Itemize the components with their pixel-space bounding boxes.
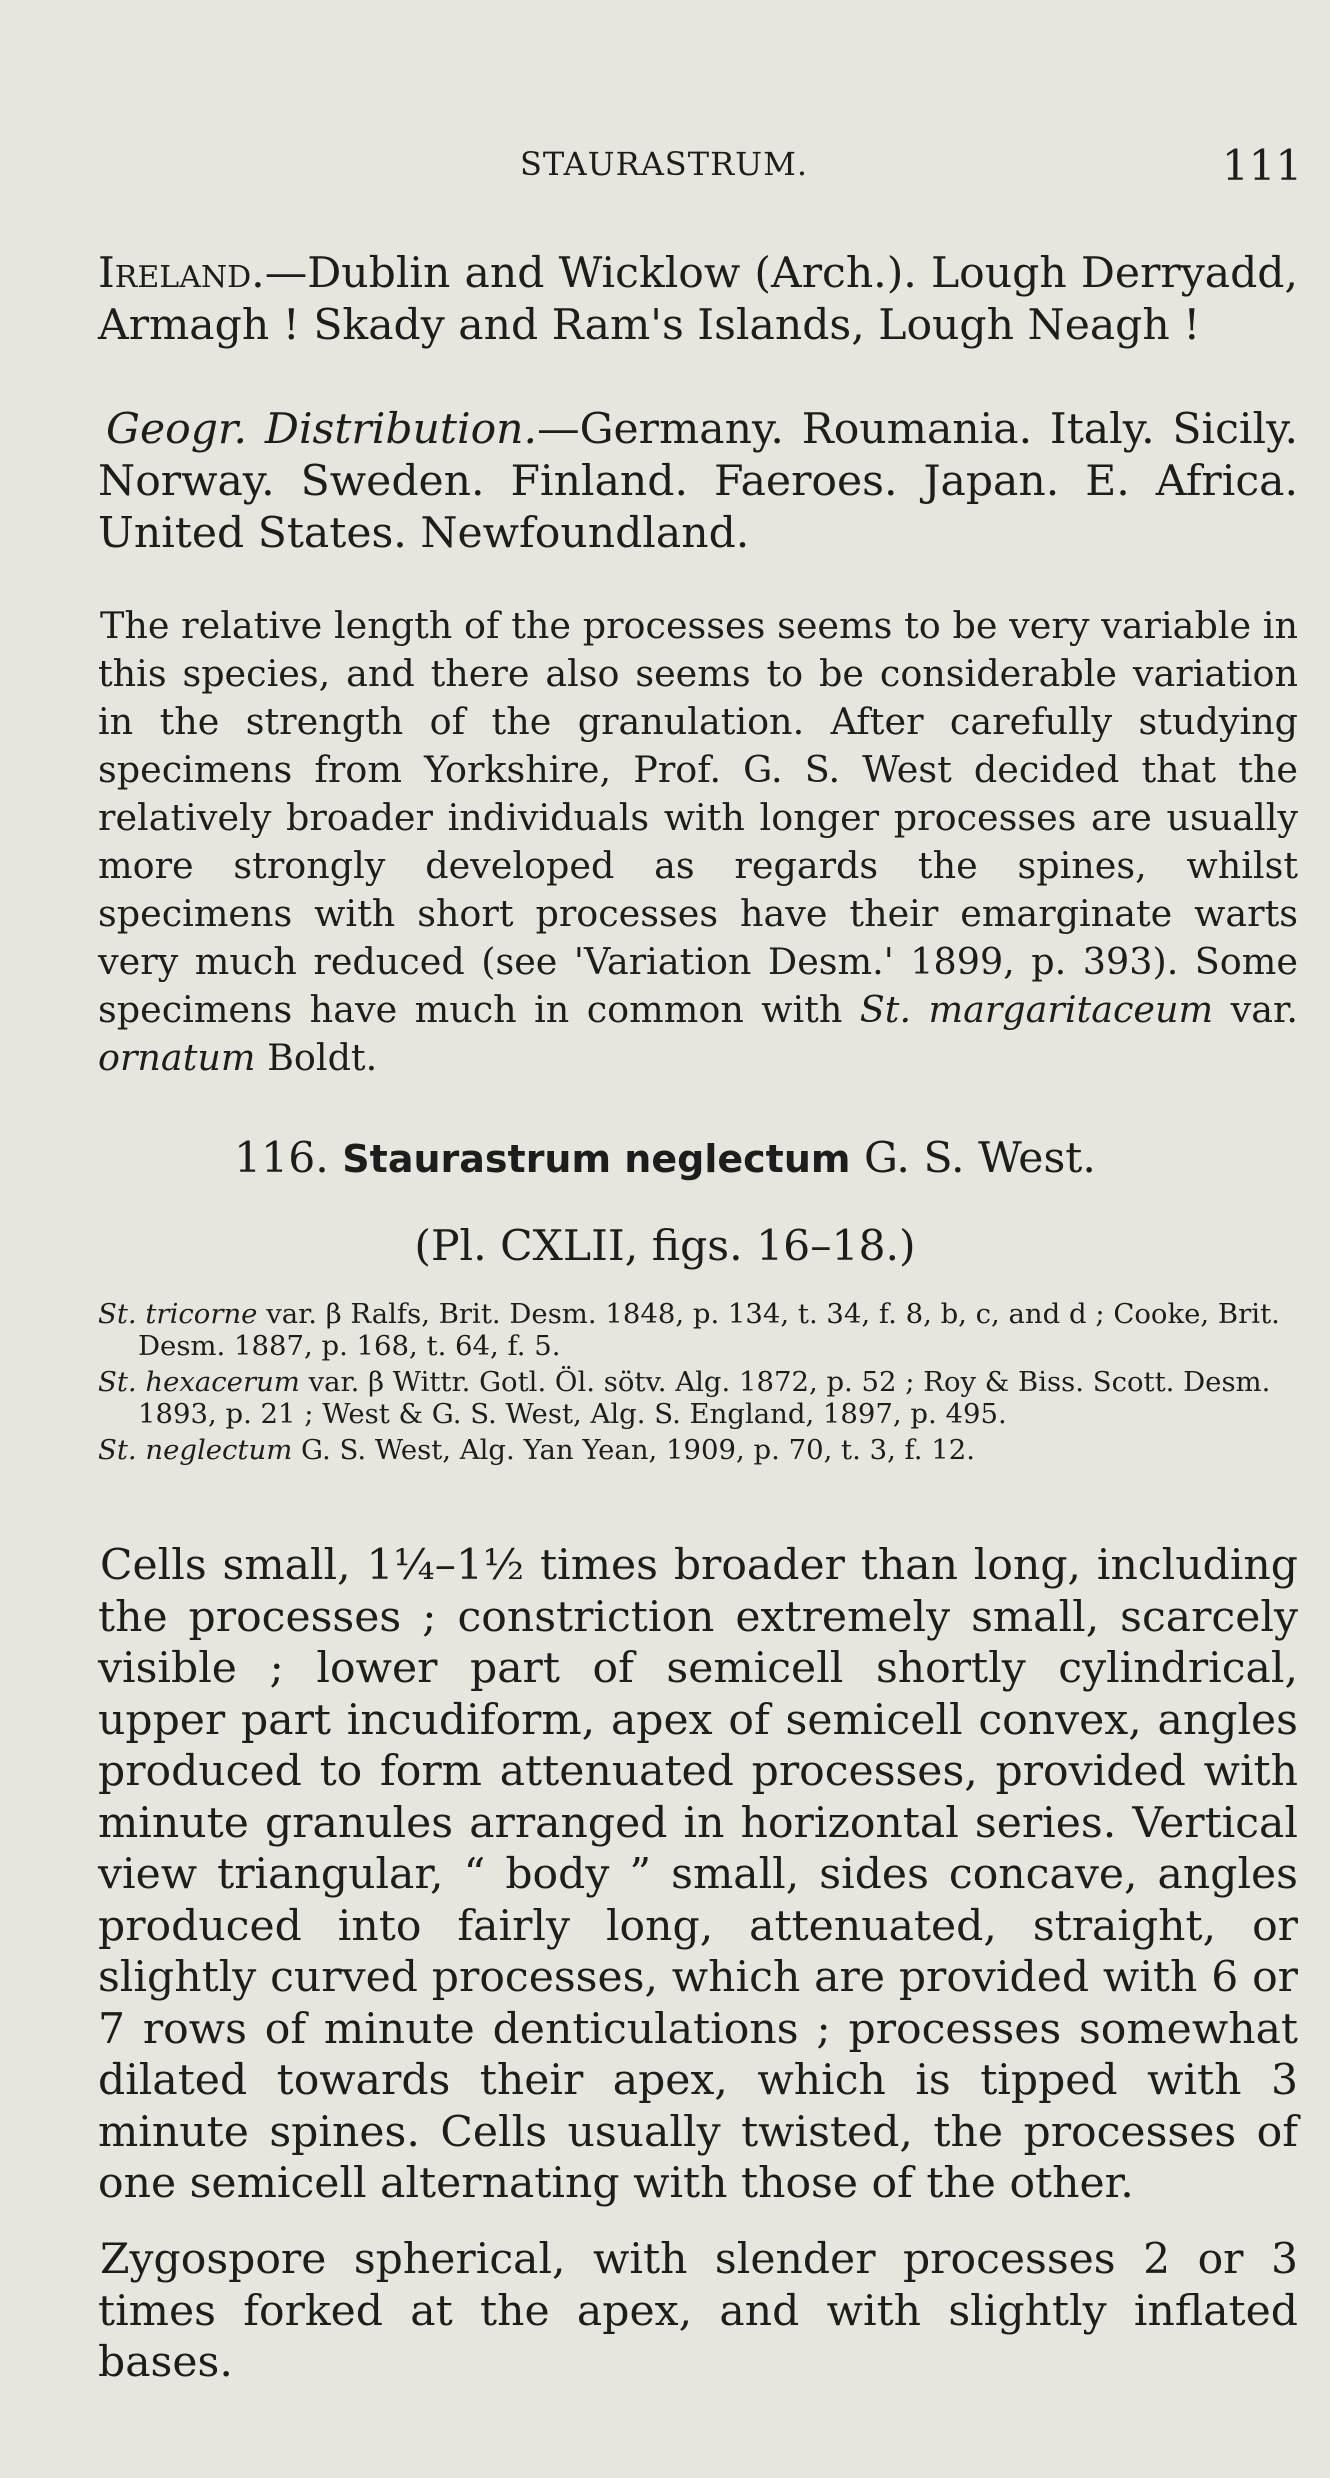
ireland-paragraph <box>98 248 1298 352</box>
synonymy <box>98 1298 1298 1470</box>
synonym-entry <box>98 1366 1298 1430</box>
species-heading <box>0 1134 1330 1183</box>
plate-reference: (Pl. CXLII, figs. 16–18.) <box>414 1222 916 1271</box>
geogr-text: —Germany. Roumania. Italy. Sicily. Norway. Sweden. Finland. Faeroes. Japan. E. Africa. United States. Newfoundland. <box>98 405 1298 558</box>
species-number: 116. <box>234 1134 329 1183</box>
authority: Boldt. <box>267 1036 378 1079</box>
synonym-citation: G. S. West, Alg. Yan Yean, 1909, p. 70, t. 3, f. 12. <box>292 1434 975 1466</box>
page-number: 111 <box>1222 141 1303 190</box>
synonym-citation: var. β Ralfs, Brit. Desm. 1848, p. 134, t. 34, f. 8, b, c, and d ; Cooke, Brit. Desm. 1887, p. 168, t. 64, f. 5. <box>138 1298 1280 1362</box>
ireland-label: Ireland. <box>98 249 265 298</box>
geogr-label: Geogr. Distribution. <box>106 405 538 454</box>
var-word: var. <box>1230 988 1298 1031</box>
synonym-entry <box>98 1298 1298 1362</box>
running-head <box>0 141 1330 195</box>
synonym-name: St. tricorne <box>98 1298 258 1330</box>
synonym-citation: var. β Wittr. Gotl. Öl. sötv. Alg. 1872, p. 52 ; Roy & Biss. Scott. Desm. 1893, p. 21 ; West & G. S. West, Alg. S. England, 1897, p. 495. <box>138 1366 1271 1430</box>
synonym-entry <box>98 1434 1298 1466</box>
geographic-distribution <box>98 404 1298 560</box>
species-reference: St. margaritaceum <box>859 988 1214 1031</box>
species-author: G. S. West. <box>864 1134 1096 1183</box>
cell-description: Cells small, 1¼–1½ times broader than long, including the processes ; constriction extremely small, scarcely visible ; lower part of semicell shortly cylindrical, upper part incudiform, apex of semicell convex, angles produced to form attenuated processes, provided with minute granules arranged in horizontal series. Vertical view triangular, “ body ” small, sides concave, angles produced into fairly long, attenuated, straight, or slightly curved processes, which are provided with 6 or 7 rows of minute denticulations ; processes somewhat dilated towards their apex, which is tipped with 3 minute spines. Cells usually twisted, the processes of one semicell alternating with those of the other. <box>98 1541 1298 2208</box>
synonym-name: St. neglectum <box>98 1434 293 1466</box>
running-title: STAURASTRUM. <box>520 145 809 183</box>
ireland-text: —Dublin and Wicklow (Arch.). Lough Derryadd, Armagh ! Skady and Ram's Islands, Lough Neagh ! <box>98 249 1298 350</box>
synonym-name: St. hexacerum <box>98 1366 300 1398</box>
variation-text: The relative length of the processes seems to be very variable in this species, and there also seems to be considerable variation in the strength of the granulation. After carefully studying specimens from Yorkshire, Prof. G. S. West decided that the relatively broader individuals with longer processes are usually more strongly developed as regards the spines, whilst specimens with short processes have their emarginate warts very much reduced (see 'Variation Desm.' 1899, p. 393). Some specimens have much in common with <box>98 604 1298 1031</box>
zygospore-description: Zygospore spherical, with slender processes 2 or 3 times forked at the apex, and with slightly inflated bases. <box>98 2235 1298 2387</box>
var-name: ornatum <box>98 1036 256 1079</box>
variation-paragraph <box>98 602 1298 1082</box>
species-name: Staurastrum neglectum <box>342 1137 851 1181</box>
